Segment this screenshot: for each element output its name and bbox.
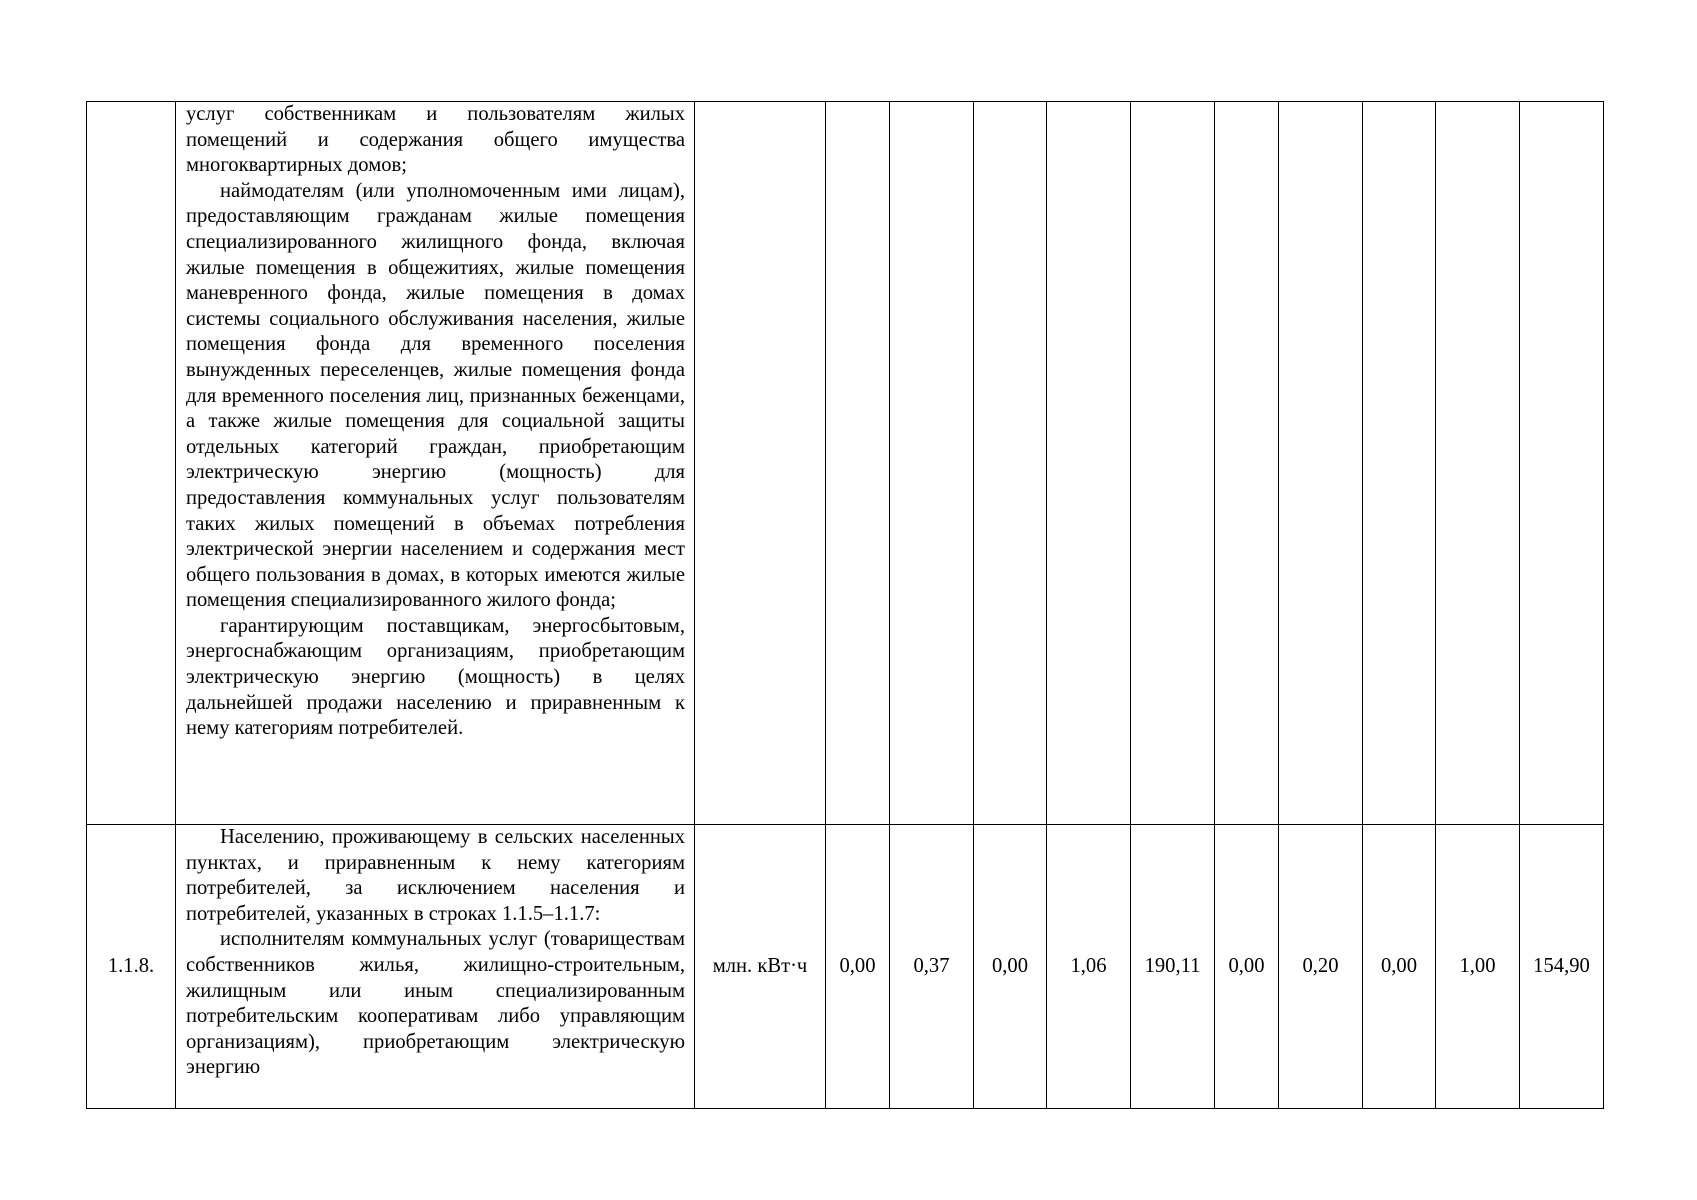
value-cell — [1279, 102, 1363, 825]
value-cell: 0,00 — [1363, 825, 1436, 1109]
value-cell — [1436, 102, 1520, 825]
value-cell — [890, 102, 974, 825]
value-cell: 0,20 — [1279, 825, 1363, 1109]
row-description-cell — [176, 102, 695, 825]
description-paragraph: Населению, проживающему в сельских населенных пунктах, и приравненным к нему категориям потребителей, за исключением населения и потребителей, указанных в строках 1.1.5–1.1.7: — [186, 826, 685, 925]
description-paragraph: исполнителям коммунальных услуг (товариществам собственников жилья, жилищно-строительным, жилищным или иным специализированным потребительским кооперативам либо управляющим организациям), приобретающим электрическую энергию — [186, 928, 685, 1079]
value-cell — [1131, 102, 1215, 825]
value-cell: 0,37 — [890, 825, 974, 1109]
value-cell — [1520, 102, 1604, 825]
value-cell: 1,06 — [1047, 825, 1131, 1109]
value-cell — [974, 102, 1047, 825]
row-number-cell: 1.1.8. — [87, 825, 176, 1109]
value-cell — [1047, 102, 1131, 825]
value-cell — [826, 102, 890, 825]
unit-cell: млн. кВт·ч — [695, 825, 826, 1109]
row-description-cell — [176, 825, 695, 1109]
value-cell: 190,11 — [1131, 825, 1215, 1109]
value-cell — [1215, 102, 1279, 825]
value-cell: 154,90 — [1520, 825, 1604, 1109]
value-cell — [1363, 102, 1436, 825]
unit-cell — [695, 102, 826, 825]
value-cell: 1,00 — [1436, 825, 1520, 1109]
description-paragraph: гарантирующим поставщикам, энергосбытовым, энергоснабжающим организациям, приобретающим электрическую энергию (мощность) в целях дальнейшей продажи населению и приравненным к нему категориям потребителей. — [186, 614, 685, 740]
row-number-cell — [87, 102, 176, 825]
value-cell: 0,00 — [826, 825, 890, 1109]
tariff-table — [86, 101, 1604, 1109]
value-cell: 0,00 — [974, 825, 1047, 1109]
description-paragraph: услуг собственникам и пользователям жилых помещений и содержания общего имущества многоквартирных домов; — [186, 103, 685, 177]
table-row — [87, 102, 1604, 825]
description-paragraph: наймодателям (или уполномоченным ими лицам), предоставляющим гражданам жилые помещения специализированного жилищного фонда, включая жилые помещения в общежитиях, жилые помещения маневренного фонда, жилые помещения в домах системы социального обслуживания населения, жилые помещения фонда для временного поселения вынужденных переселенцев, жилые помещения фонда для временного поселения лиц, признанных беженцами, а также жилые помещения для социальной защиты отдельных категорий граждан, приобретающим электрическую энергию (мощность) для предоставления коммунальных услуг пользователям таких жилых помещений в объемах потребления электрической энергии населением и содержания мест общего пользования в домах, в которых имеются жилые помещения специализированного жилого фонда; — [186, 179, 685, 612]
table-row — [87, 825, 1604, 1109]
value-cell: 0,00 — [1215, 825, 1279, 1109]
